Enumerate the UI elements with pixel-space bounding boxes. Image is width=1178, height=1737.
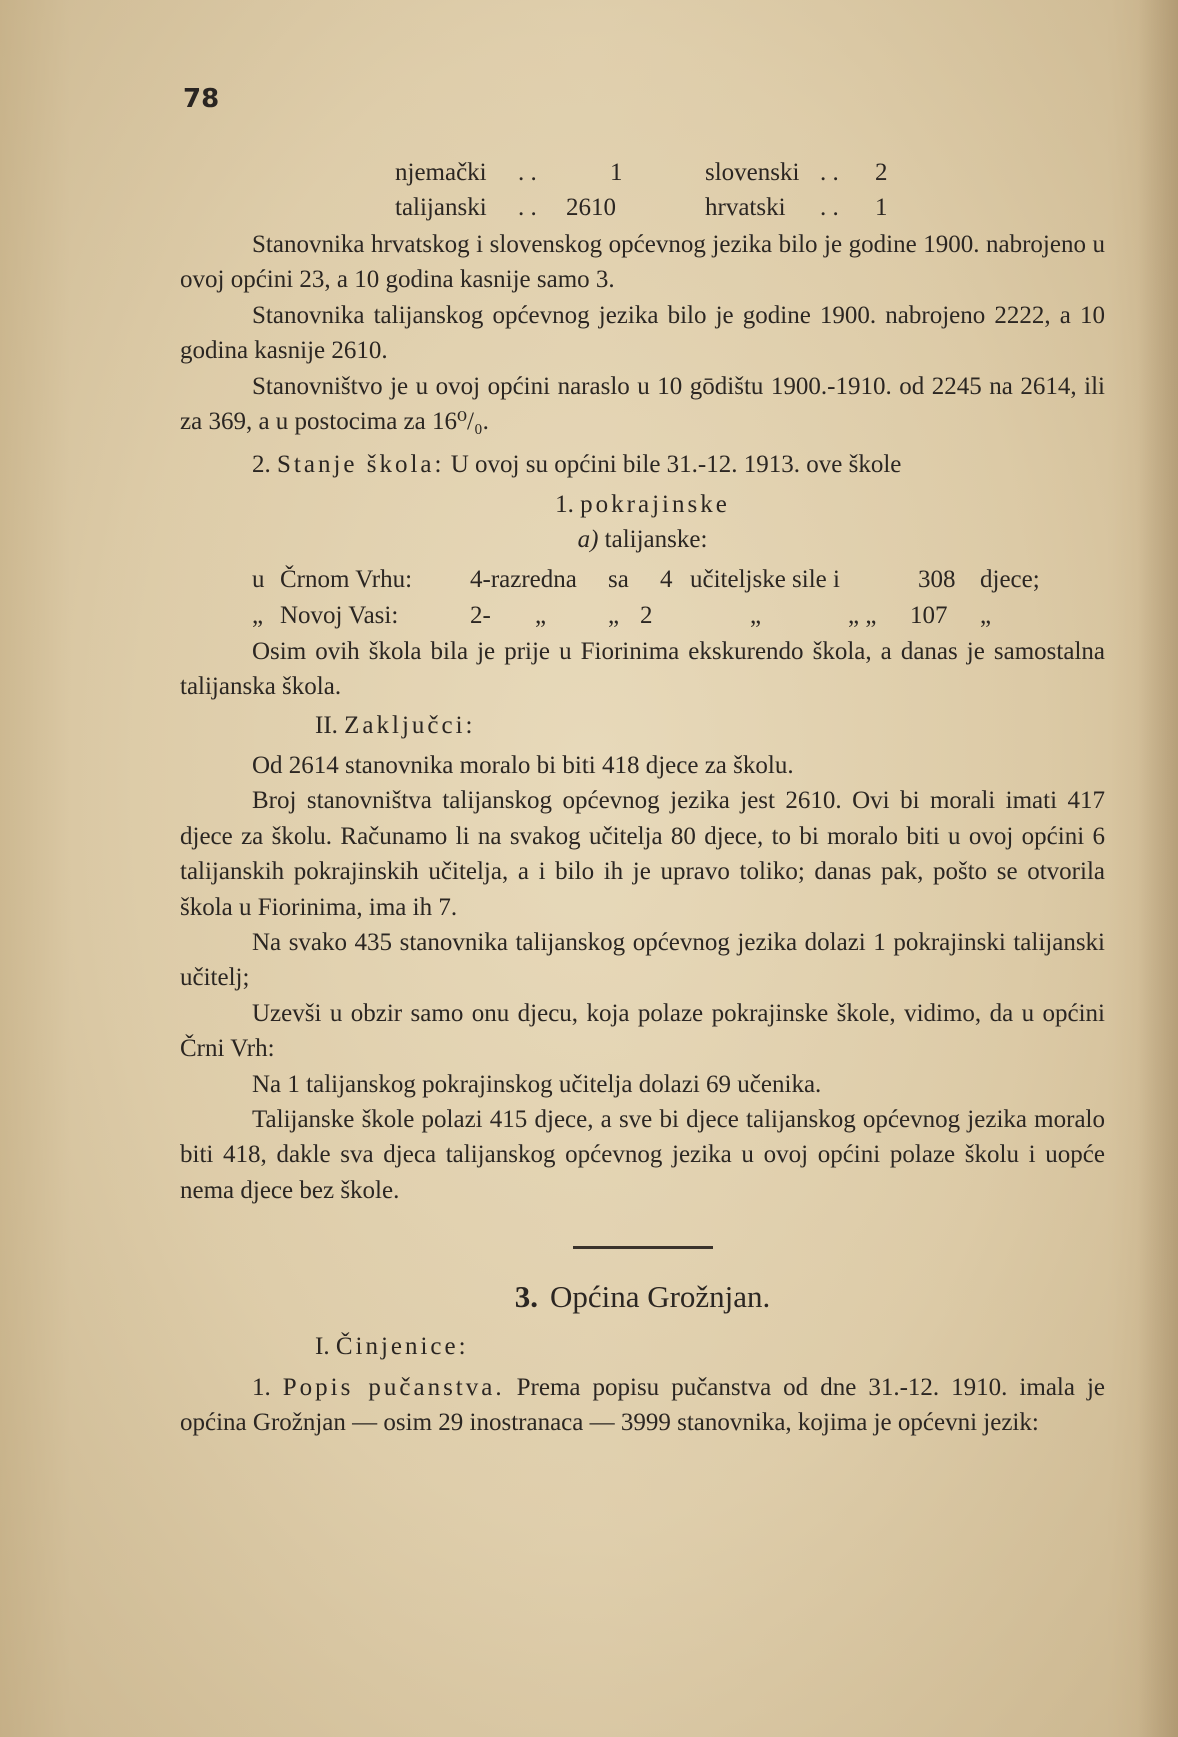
language-stats bbox=[180, 155, 1105, 225]
stat-hrvatski-dots: . . bbox=[820, 194, 839, 221]
section-title: Zaključci: bbox=[344, 712, 476, 740]
paragraph-osim: Osim ovih škola bila je prije u Fiorinima ekskurendo škola, a danas je samostalna talijanska škola. bbox=[180, 637, 1105, 701]
stat-talijanski-label: talijanski bbox=[395, 194, 487, 221]
school-teachers: 4 bbox=[660, 565, 673, 593]
section-text: U ovoj su općini bile 31.-12. 1913. ove škole bbox=[450, 451, 902, 479]
paragraph-hrvatski-slovenski: Stanovnika hrvatskog i slovenskog općevnog jezika bilo je godine 1900. nabrojeno u ovoj općini 23, a 10 godina kasnije samo 3. bbox=[180, 231, 1105, 294]
stat-talijanski-value: 2610 bbox=[566, 194, 616, 221]
heading-title: Općina Grožnjan. bbox=[549, 1279, 771, 1315]
page-number: 78 bbox=[183, 84, 220, 114]
stat-hrvatski-label: hrvatski bbox=[705, 194, 786, 221]
popis-title: Popis pučanstva. bbox=[282, 1373, 505, 1401]
section-number: 2. bbox=[252, 451, 271, 479]
subsection-talijanske bbox=[180, 522, 1105, 557]
stat-slovenski-value: 2 bbox=[875, 159, 888, 186]
conclusion-3: Na svako 435 stanovnika talijanskog općevnog jezika dolazi 1 pokrajinski talijanski učitelj; bbox=[180, 928, 1105, 992]
section-stanje-skola bbox=[180, 447, 1105, 482]
section-zakljucci bbox=[180, 708, 1105, 743]
paragraph-stanovnistvo: Stanovništvo je u ovoj općini naraslo u 10 gōdištu 1900.-1910. od 2245 na 2614, ili za 369, a u postocima za 16⁰/₀. bbox=[180, 372, 1105, 436]
school-prefix: u bbox=[252, 565, 265, 593]
page-body bbox=[180, 155, 1105, 1441]
subsection-pokrajinske bbox=[180, 487, 1105, 522]
stat-hrvatski-value: 1 bbox=[875, 194, 888, 221]
conclusion-6: Talijanske škole polazi 415 djece, a sve bi djece talijanskog općevnog jezika moralo biti 418, dakle sva djeca talijanskog općevnog jezika u ovoj općini polaze školu i uopće nema djece bez škole. bbox=[180, 1105, 1105, 1204]
school-children: 107 bbox=[910, 601, 948, 629]
school-sa: „ bbox=[608, 601, 620, 629]
heading-number: 3. bbox=[514, 1279, 538, 1315]
section-title: Stanje škola: bbox=[277, 451, 445, 479]
conclusion-5: Na 1 talijanskog pokrajinskog učitelja dolazi 69 učenika. bbox=[252, 1070, 822, 1098]
subsection-letter: a) bbox=[577, 526, 599, 554]
section-number: II. bbox=[315, 712, 338, 740]
conclusion-2: Broj stanovništva talijanskog općevnog jezika jest 2610. Ovi bi morali imati 417 djece za školu. Računamo li na svakog učitelja 80 djece, to bi moralo biti u ovoj općini 6 talijanskih pokrajinskih učitelja, a i bilo ih je upravo toliko; danas pak, pošto se otvorila škola u Fiorinima, ima ih 7. bbox=[180, 787, 1105, 921]
popis-number: 1. bbox=[252, 1373, 271, 1401]
conclusion-4: Uzevši u obzir samo onu djecu, koja polaze pokrajinske škole, vidimo, da u općini Črni Vrh: bbox=[180, 999, 1105, 1063]
school-row bbox=[180, 562, 1105, 598]
subsection-number: 1. bbox=[555, 490, 574, 518]
conclusion-1: Od 2614 stanovnika moralo bi biti 418 djece za školu. bbox=[252, 751, 794, 779]
stat-njemacki-value: 1 bbox=[610, 159, 623, 186]
school-ditto: „ bbox=[750, 601, 762, 629]
section-divider bbox=[573, 1246, 713, 1249]
school-grade: 2- bbox=[470, 601, 491, 629]
subsection-title: pokrajinske bbox=[580, 490, 730, 518]
school-teachers: 2 bbox=[640, 601, 653, 629]
school-row bbox=[180, 598, 1105, 634]
section-cinjenice bbox=[180, 1329, 1105, 1364]
page-edge-shadow bbox=[1138, 0, 1178, 1737]
popis-text: Prema popisu pučanstva od dne 31.-12. 1910. imala je općina Grožnjan — osim 29 inostranaca — 3999 stanovnika, kojima je općevni jezik: bbox=[180, 1373, 1106, 1437]
school-prefix: „ bbox=[252, 601, 264, 629]
stat-njemacki-label: njemački bbox=[395, 159, 487, 186]
stat-slovenski-label: slovenski bbox=[705, 159, 800, 186]
school-grade: 4-razredna bbox=[470, 565, 577, 593]
school-teachers-label: učiteljske sile i bbox=[690, 565, 840, 593]
school-children-label: „ bbox=[980, 601, 992, 629]
school-sa: sa bbox=[608, 565, 629, 593]
subsection-a-title: talijanske: bbox=[604, 526, 708, 554]
section-title: Činjenice: bbox=[335, 1332, 469, 1360]
paragraph-popis bbox=[180, 1370, 1105, 1441]
paragraph-talijanski: Stanovnika talijanskog općevnog jezika bilo je godine 1900. nabrojeno 2222, a 10 godina kasnije 2610. bbox=[180, 301, 1105, 365]
school-children-label: djece; bbox=[980, 565, 1040, 593]
section-number: I. bbox=[315, 1332, 330, 1360]
stat-talijanski-dots: . . bbox=[518, 194, 537, 221]
school-place: Črnom Vrhu: bbox=[280, 565, 413, 593]
stat-slovenski-dots: . . bbox=[820, 159, 839, 186]
school-place: Novoj Vasi: bbox=[280, 601, 399, 629]
school-ditto: „ bbox=[535, 601, 547, 629]
stat-njemacki-dots: . . bbox=[518, 159, 537, 186]
school-children: 308 bbox=[918, 565, 956, 593]
school-teachers-label: „ „ bbox=[848, 601, 877, 629]
heading-opcina-groznjan bbox=[180, 1279, 1105, 1314]
